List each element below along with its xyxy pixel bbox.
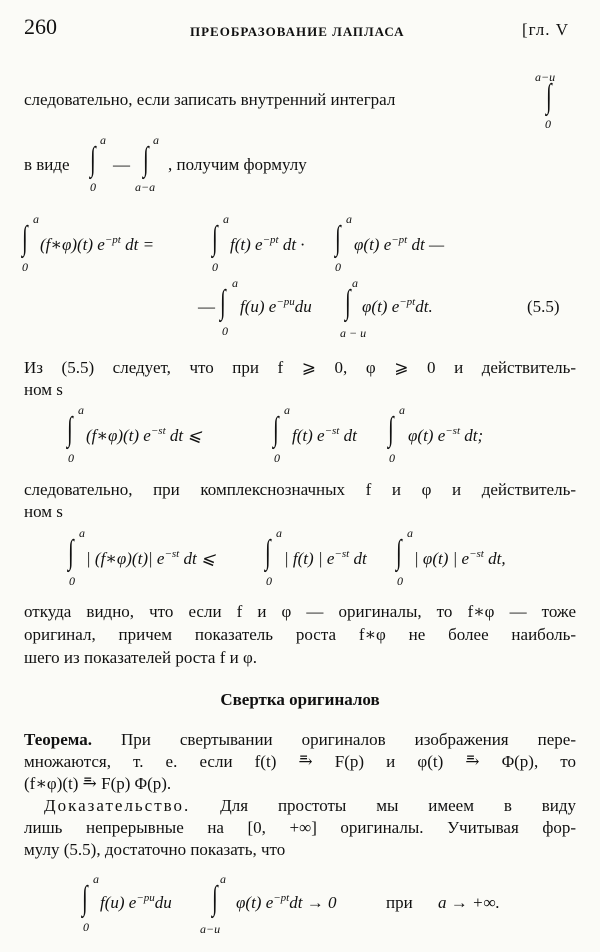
page-number: 260 (24, 14, 57, 39)
integral-upper-limit: a (232, 276, 238, 290)
text-line: следовательно, если записать внутренний интеграл (24, 90, 396, 109)
integral-lower-limit: 0 (68, 451, 74, 465)
chapter-label: [гл. V (522, 20, 570, 39)
equation-term: φ(t) $e^{-pt}dt \to 0$ (236, 892, 337, 912)
integral-sign: ∫ (212, 220, 218, 257)
integral-upper-limit: a (220, 872, 226, 886)
integral-upper-limit: a (153, 133, 159, 147)
integral-upper-limit: a (78, 403, 84, 417)
integral-upper-limit: a (399, 403, 405, 417)
integral-sign: ∫ (396, 534, 402, 571)
proof-line: лишь непрерывные на [0, +∞] оригиналы. Учитывая фор- (24, 818, 576, 837)
equation-term: f(t) $e^{-pt}$ dt · (230, 234, 305, 254)
integral-sign: ∫ (546, 78, 552, 115)
integral-upper-limit: a−u (535, 70, 556, 84)
integral-sign: ∫ (90, 141, 96, 178)
text-line: откуда видно, что если f и φ — оригиналы, то f∗φ — тоже (24, 602, 576, 621)
running-title: ПРЕОБРАЗОВАНИЕ ЛАПЛАСА (190, 24, 405, 39)
integral-lower-limit: a−u (200, 922, 221, 936)
integral-lower-limit: 0 (90, 180, 96, 194)
condition-word: при (386, 893, 413, 912)
integral-sign: ∫ (212, 880, 218, 917)
text-line: Из (5.5) следует, что при f ⩾ 0, φ ⩾ 0 и действитель- (24, 358, 576, 377)
theorem-line: Теорема. При свертывании оригиналов изображения пере- (24, 730, 576, 749)
integral-upper-limit: a (33, 212, 39, 226)
proof-line: Доказательство. Для простоты мы имеем в виду (44, 796, 576, 815)
integral-upper-limit: a (407, 526, 413, 540)
integral-sign: ∫ (273, 411, 279, 448)
text-line: ном s (24, 380, 63, 399)
integral-lower-limit: 0 (274, 451, 280, 465)
integral-upper-limit: a (352, 276, 358, 290)
equation-term: φ(t) $e^{-pt}$ dt — (354, 234, 445, 254)
integral-upper-limit: a (100, 133, 106, 147)
equation-term: (f∗φ)(t) $e^{-pt}$ dt = (40, 234, 155, 254)
text-line: ном s (24, 502, 63, 521)
equation-term: (f∗φ)(t) $e^{-st}$ dt ⩽ (86, 425, 202, 445)
theorem-line: множаются, т. е. если f(t) ⥱ F(p) и φ(t) ⥱ Φ(p), то (24, 752, 576, 771)
integral-lower-limit: 0 (397, 574, 403, 588)
equation-term: | f(t) | $e^{-st}$ dt (284, 548, 367, 568)
text-line: следовательно, при комплекснозначных f и φ и действитель- (24, 480, 576, 499)
integral-upper-limit: a (346, 212, 352, 226)
equation-term: φ(t) $e^{-st}$ dt; (408, 425, 484, 445)
integral-upper-limit: a (223, 212, 229, 226)
integral-sign: ∫ (220, 284, 226, 321)
integral-lower-limit: 0 (222, 324, 228, 338)
minus-sign: — (113, 155, 130, 174)
integral-upper-limit: a (79, 526, 85, 540)
text-fragment: , получим формулу (168, 155, 307, 174)
integral-lower-limit: 0 (266, 574, 272, 588)
limit-expression: a → +∞. (438, 893, 500, 912)
integral-upper-limit: a (276, 526, 282, 540)
proof-line: мулу (5.5), достаточно показать, что (24, 840, 286, 859)
integral-sign: ∫ (22, 220, 28, 257)
equation-term: f(t) $e^{-st}$ dt (292, 425, 357, 445)
integral-sign: ∫ (67, 411, 73, 448)
integral-lower-limit: 0 (83, 920, 89, 934)
integral-lower-limit: 0 (335, 260, 341, 274)
equation-term: φ(t) $e^{-pt}dt$. (362, 296, 433, 316)
equation-number: (5.5) (527, 297, 560, 316)
integral-lower-limit: 0 (545, 117, 551, 131)
integral-upper-limit: a (284, 403, 290, 417)
integral-sign: ∫ (143, 141, 149, 178)
equation-term: f(u) $e^{-pu}du$ (100, 892, 172, 912)
text-line: оригинал, причем показатель роста f∗φ не более наиболь- (24, 625, 576, 644)
integral-lower-limit: a−a (135, 180, 156, 194)
equation-term: | (f∗φ)(t)| $e^{-st}$ dt ⩽ (86, 548, 216, 568)
text-line: шего из показателей роста f и φ. (24, 648, 258, 667)
text-fragment: в виде (24, 155, 70, 174)
equation-term: | φ(t) | $e^{-st}$ dt, (414, 548, 506, 568)
integral-lower-limit: 0 (389, 451, 395, 465)
integral-sign: ∫ (335, 220, 341, 257)
integral-sign: ∫ (345, 284, 351, 321)
integral-sign: ∫ (388, 411, 394, 448)
integral-sign: ∫ (265, 534, 271, 571)
equation-term: f(u) $e^{-pu}du$ (240, 296, 312, 316)
integral-sign: ∫ (82, 880, 88, 917)
theorem-line: (f∗φ)(t) ⥱ F(p) Φ(p). (24, 774, 172, 793)
integral-lower-limit: 0 (212, 260, 218, 274)
section-title: Свертка оригиналов (220, 690, 380, 709)
integral-lower-limit: 0 (69, 574, 75, 588)
integral-lower-limit: a − u (340, 326, 367, 340)
integral-lower-limit: 0 (22, 260, 28, 274)
minus-sign: — (198, 297, 215, 316)
integral-upper-limit: a (93, 872, 99, 886)
integral-sign: ∫ (68, 534, 74, 571)
